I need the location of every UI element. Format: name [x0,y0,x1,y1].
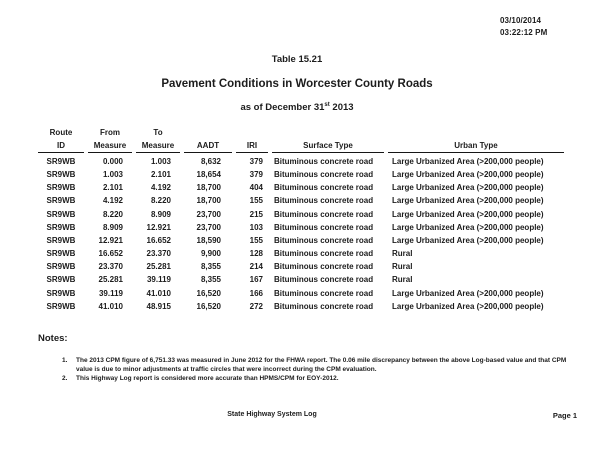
table-cell: 379 [249,170,263,180]
table-cell: SR9WB [46,157,76,166]
notes-heading: Notes: [38,333,68,344]
table-cell: 404 [249,183,263,193]
table-cell: Rural [392,249,413,259]
table-cell: 25.281 [98,275,123,285]
table-cell: 128 [249,249,263,259]
column-header: Route ID [38,127,84,153]
table-cell: 215 [249,209,263,219]
subtitle-suffix: 2013 [329,102,354,114]
table-cell: 23.370 [98,262,123,272]
table-cell: 8,355 [200,275,221,285]
print-date: 03/10/2014 [500,16,542,25]
title-block [0,54,594,113]
table-row [38,221,564,234]
table-cell: 25.281 [146,262,171,272]
table-cell: 12.921 [146,222,171,232]
table-cell: 18,654 [196,170,221,180]
table-cell: Bituminous concrete road [274,288,374,298]
table-cell: SR9WB [46,301,76,311]
print-datetime [500,15,547,38]
table-cell: 272 [249,301,263,311]
table-cell: SR9WB [46,209,76,219]
table-cell: Bituminous concrete road [274,170,374,180]
table-cell: 103 [249,222,263,232]
column-header: IRI [236,127,268,153]
table-cell: 0.000 [102,157,123,166]
table-cell: Rural [392,262,413,272]
table-cell: 23,700 [196,222,221,232]
table-cell: SR9WB [46,288,76,298]
table-cell: 16,520 [196,288,221,298]
table-cell: 41.010 [98,301,123,311]
table-row [38,208,564,221]
note-item [38,374,578,383]
table-cell: Large Urbanized Area (>200,000 people) [392,157,544,166]
table-cell: 167 [249,275,263,285]
table-row [38,287,564,300]
table-row [38,260,564,273]
note-text: This Highway Log report is considered more accurate than HPMS/CPM for EOY-2012. [76,375,339,383]
table-cell: SR9WB [46,183,76,193]
table-cell: 214 [249,262,263,272]
table-cell: 18,590 [196,235,221,245]
table-cell: 18,700 [196,183,221,193]
table-cell: 16.652 [146,235,171,245]
note-number: 1. [62,357,68,364]
table-row [38,247,564,260]
table-cell: 379 [249,157,263,166]
table-cell: SR9WB [46,275,76,285]
table-cell: Large Urbanized Area (>200,000 people) [392,222,544,232]
table-row [38,234,564,247]
page-subtitle [0,102,594,113]
table-cell: 8,632 [200,157,221,166]
table-cell: Bituminous concrete road [274,222,374,232]
table-cell: Bituminous concrete road [274,262,374,272]
table-cell: Large Urbanized Area (>200,000 people) [392,196,544,206]
table-cell: 48.915 [146,301,171,311]
table-cell: 23,700 [196,209,221,219]
table-cell: 23.370 [146,249,171,259]
table-cell: SR9WB [46,235,76,245]
subtitle-superscript: st [324,102,330,108]
note-number: 2. [62,375,68,383]
table-cell: Bituminous concrete road [274,275,374,285]
print-time: 03:22:12 PM [500,27,548,37]
table-row [38,273,564,286]
note-item [38,356,578,374]
table-cell: SR9WB [46,196,76,206]
table-cell: Large Urbanized Area (>200,000 people) [392,301,544,311]
table-cell: 2.101 [150,170,171,180]
table-cell: 18,700 [196,196,221,206]
table-cell: Large Urbanized Area (>200,000 people) [392,183,544,193]
table-cell: Bituminous concrete road [274,157,374,166]
table-cell: Bituminous concrete road [274,209,374,219]
table-cell: SR9WB [46,170,76,180]
table-cell: Rural [392,275,413,285]
table-header [38,127,564,153]
footer-page-number: Page 1 [552,411,577,420]
table-cell: Bituminous concrete road [274,301,374,311]
table-cell: Large Urbanized Area (>200,000 people) [392,235,544,245]
table-header-row [38,127,564,153]
table-cell: 8.220 [150,196,171,206]
notes-list [38,356,578,384]
table-cell: SR9WB [46,222,76,232]
table-cell: 155 [249,196,263,206]
table-cell: Bituminous concrete road [274,196,374,206]
table-cell: Bituminous concrete road [274,235,374,245]
table-row [38,300,564,313]
table-cell: 2.101 [102,183,123,193]
table-cell: 1.003 [150,157,171,166]
table-cell: 8.909 [150,209,171,219]
table-cell: Bituminous concrete road [274,183,374,193]
table-row [38,168,564,181]
table-number: Table 15.21 [271,54,323,65]
table-row [38,153,564,168]
table-cell: 16.652 [98,249,123,259]
subtitle-prefix: as of December 31 [240,102,325,114]
table-row [38,181,564,194]
pavement-table [34,127,568,313]
table-cell: SR9WB [46,249,76,259]
table-cell: 4.192 [102,196,123,206]
table-cell: 8,355 [200,262,221,272]
column-header: To Measure [136,127,180,153]
table-cell: 166 [249,288,263,298]
table-cell: SR9WB [46,262,76,272]
page-title: Pavement Conditions in Worcester County Roads [161,78,433,90]
column-header: Urban Type [388,127,564,153]
table-cell: Large Urbanized Area (>200,000 people) [392,209,544,219]
column-header: AADT [184,127,232,153]
footer-document-name: State Highway System Log [227,411,317,418]
table-row [38,194,564,207]
table-cell: 41.010 [146,288,171,298]
table-cell: 155 [249,235,263,245]
table-body [38,153,564,313]
table-cell: 1.003 [102,170,123,180]
table-cell: 4.192 [150,183,171,193]
table-cell: 39.119 [146,275,171,285]
table-cell: Large Urbanized Area (>200,000 people) [392,170,544,180]
table-cell: Bituminous concrete road [274,249,374,259]
column-header: From Measure [88,127,132,153]
column-header: Surface Type [272,127,384,153]
table-cell: 12.921 [98,235,123,245]
table-cell: Large Urbanized Area (>200,000 people) [392,288,544,298]
table-cell: 16,520 [196,301,221,311]
table-cell: 8.220 [102,209,123,219]
note-text: The 2013 CPM figure of 6,751.33 was measured in June 2012 for the FHWA report. The 0.06 mile discrepancy between the above Log-based value and that CPM value is due to minor adjustments at traffic circles that were incorrect during the CPM evaluation. [76,357,567,374]
table-cell: 9,900 [200,249,221,259]
notes-section [38,333,578,384]
table-cell: 8.909 [102,222,123,232]
table-cell: 39.119 [98,288,123,298]
